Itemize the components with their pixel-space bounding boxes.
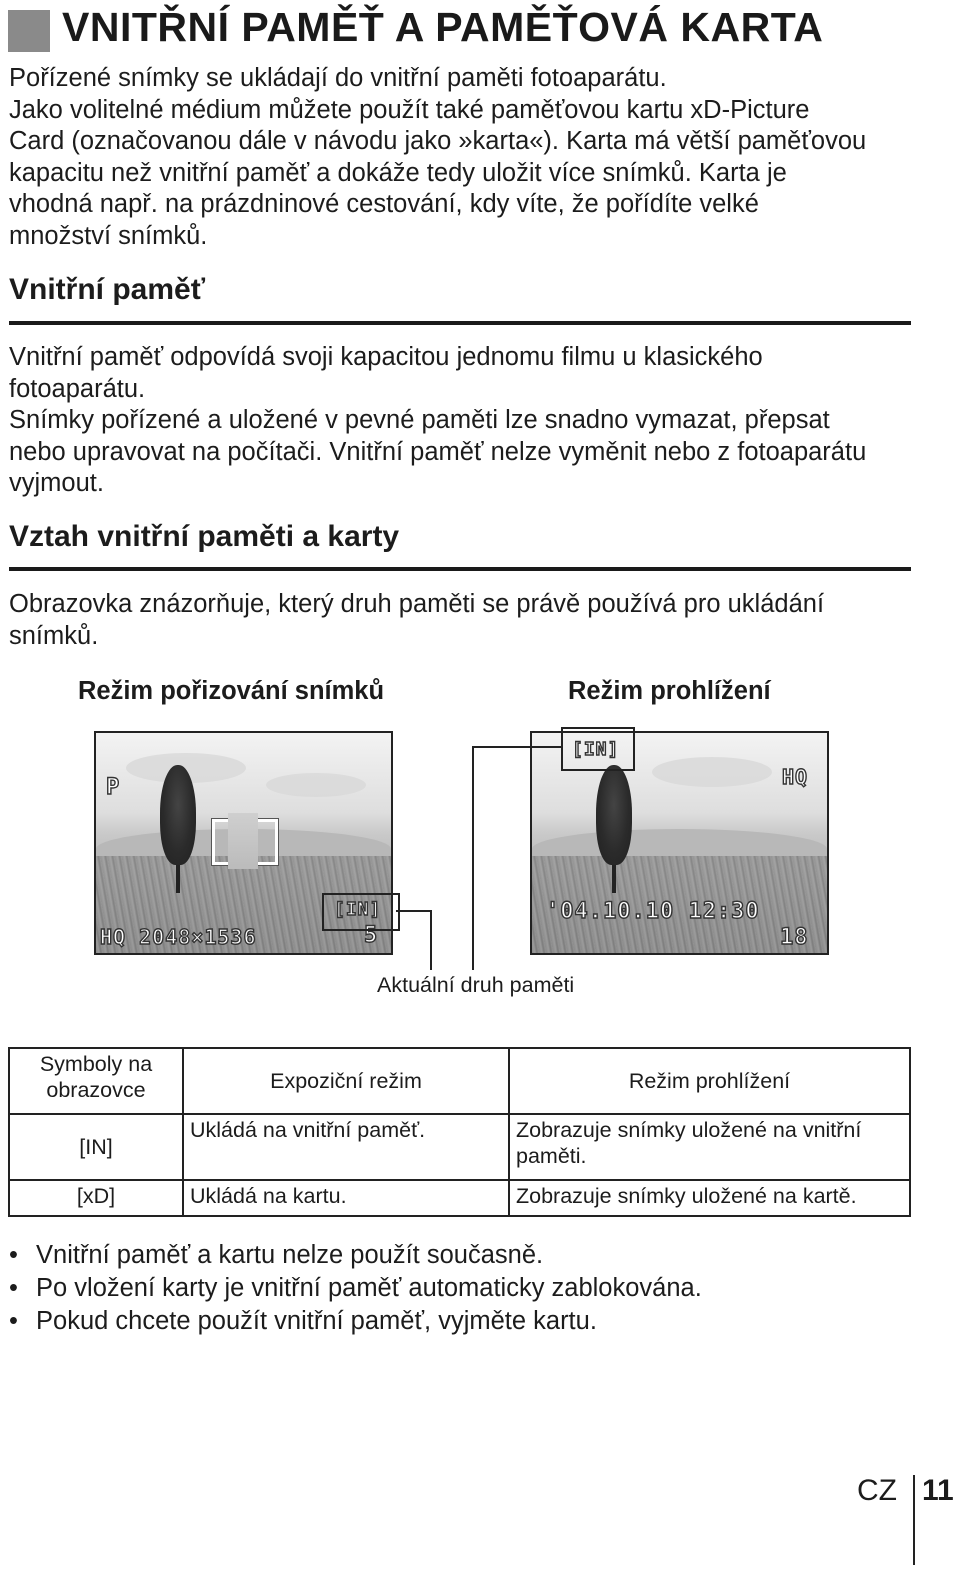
page-number: 11 bbox=[922, 1474, 954, 1507]
section-heading-memory-card-relation: Vztah vnitřní paměti a karty bbox=[9, 520, 400, 553]
text-line: Jako volitelné médium můžete použít také paměťovou kartu xD-Picture bbox=[9, 95, 810, 124]
memory-highlight-box bbox=[561, 727, 635, 771]
text-line: snímků. bbox=[9, 621, 99, 650]
current-memory-caption: Aktuální druh paměti bbox=[377, 973, 575, 997]
title-marker bbox=[8, 10, 50, 52]
memory-indicator: [IN] bbox=[334, 899, 382, 920]
text-line: Snímky pořízené a uložené v pevné paměti lze snadno vymazat, přepsat bbox=[9, 406, 830, 435]
list-item: • Vnitřní paměť a kartu nelze použít současně. bbox=[9, 1239, 702, 1272]
text-line: množství snímků. bbox=[9, 221, 208, 250]
section-rule bbox=[9, 321, 911, 325]
image-quality-indicator: HQ 2048×1536 bbox=[100, 925, 257, 949]
text-line: Vnitřní paměť odpovídá svoji kapacitou jednomu filmu u klasického bbox=[9, 343, 763, 371]
memory-indicator: [IN] bbox=[572, 739, 620, 760]
table-cell: [IN] bbox=[9, 1114, 183, 1180]
image-quality-indicator: HQ bbox=[782, 765, 809, 789]
remaining-shots-indicator: 5 bbox=[364, 923, 379, 948]
table-row bbox=[9, 1114, 910, 1180]
text-line: nebo upravovat na počítači. Vnitřní paměť nelze vyměnit nebo z fotoaparátu bbox=[9, 437, 867, 466]
text-line: vyjmout. bbox=[9, 469, 104, 498]
table-header-cell: Symboly na obrazovce bbox=[9, 1048, 183, 1114]
table-cell: Zobrazuje snímky uložené na kartě. bbox=[509, 1180, 910, 1216]
table-cell: Zobrazuje snímky uložené na vnitřní paměti. bbox=[509, 1114, 910, 1180]
date-time-indicator: '04.10.10 12:30 bbox=[546, 899, 760, 924]
notes-list bbox=[9, 1239, 702, 1338]
language-code: CZ bbox=[857, 1474, 897, 1507]
footer-divider bbox=[913, 1475, 915, 1565]
text-line: vhodná např. na prázdninové cestování, kdy víte, že pořídíte velké bbox=[9, 190, 759, 219]
table-header-cell: Režim prohlížení bbox=[509, 1048, 910, 1114]
relation-paragraph bbox=[9, 589, 824, 652]
list-item: • Po vložení karty je vnitřní paměť automaticky zablokována. bbox=[9, 1272, 702, 1305]
table-row bbox=[9, 1180, 910, 1216]
memory-highlight-box bbox=[322, 893, 400, 931]
table-header-cell: Expoziční režim bbox=[183, 1048, 509, 1114]
list-item: • Pokud chcete použít vnitřní paměť, vyjměte kartu. bbox=[9, 1305, 702, 1338]
text-line: Obrazovka znázorňuje, který druh paměti se právě používá pro ukládání bbox=[9, 590, 825, 618]
playback-mode-title: Režim prohlížení bbox=[568, 677, 771, 705]
text-line: fotoaparátu. bbox=[9, 374, 146, 403]
table-cell: Ukládá na vnitřní paměť. bbox=[183, 1114, 509, 1180]
page-title: VNITŘNÍ PAMĚŤ A PAMĚŤOVÁ KARTA bbox=[62, 4, 824, 50]
shooting-mode-title: Režim pořizování snímků bbox=[78, 677, 385, 705]
internal-memory-paragraph bbox=[9, 342, 866, 500]
text-line: Pořízené snímky se ukládají do vnitřní paměti fotoaparátu. bbox=[9, 64, 667, 92]
tree-illustration bbox=[160, 765, 196, 865]
section-heading-internal-memory: Vnitřní paměť bbox=[9, 273, 206, 306]
text-line: Card (označovanou dále v návodu jako »karta«). Karta má větší paměťovou bbox=[9, 127, 867, 156]
table-header-row bbox=[9, 1048, 910, 1114]
intro-paragraph bbox=[9, 63, 866, 253]
text-line: kapacitu než vnitřní paměť a dokáže tedy uložit více snímků. Karta je bbox=[9, 158, 787, 187]
table-cell: [xD] bbox=[9, 1180, 183, 1216]
tree-illustration bbox=[596, 765, 632, 865]
memory-symbols-table bbox=[8, 1047, 911, 1217]
frame-number-indicator: 18 bbox=[780, 925, 809, 950]
table-cell: Ukládá na kartu. bbox=[183, 1180, 509, 1216]
shooting-mode-indicator: P bbox=[106, 775, 121, 800]
section-rule bbox=[9, 567, 911, 571]
